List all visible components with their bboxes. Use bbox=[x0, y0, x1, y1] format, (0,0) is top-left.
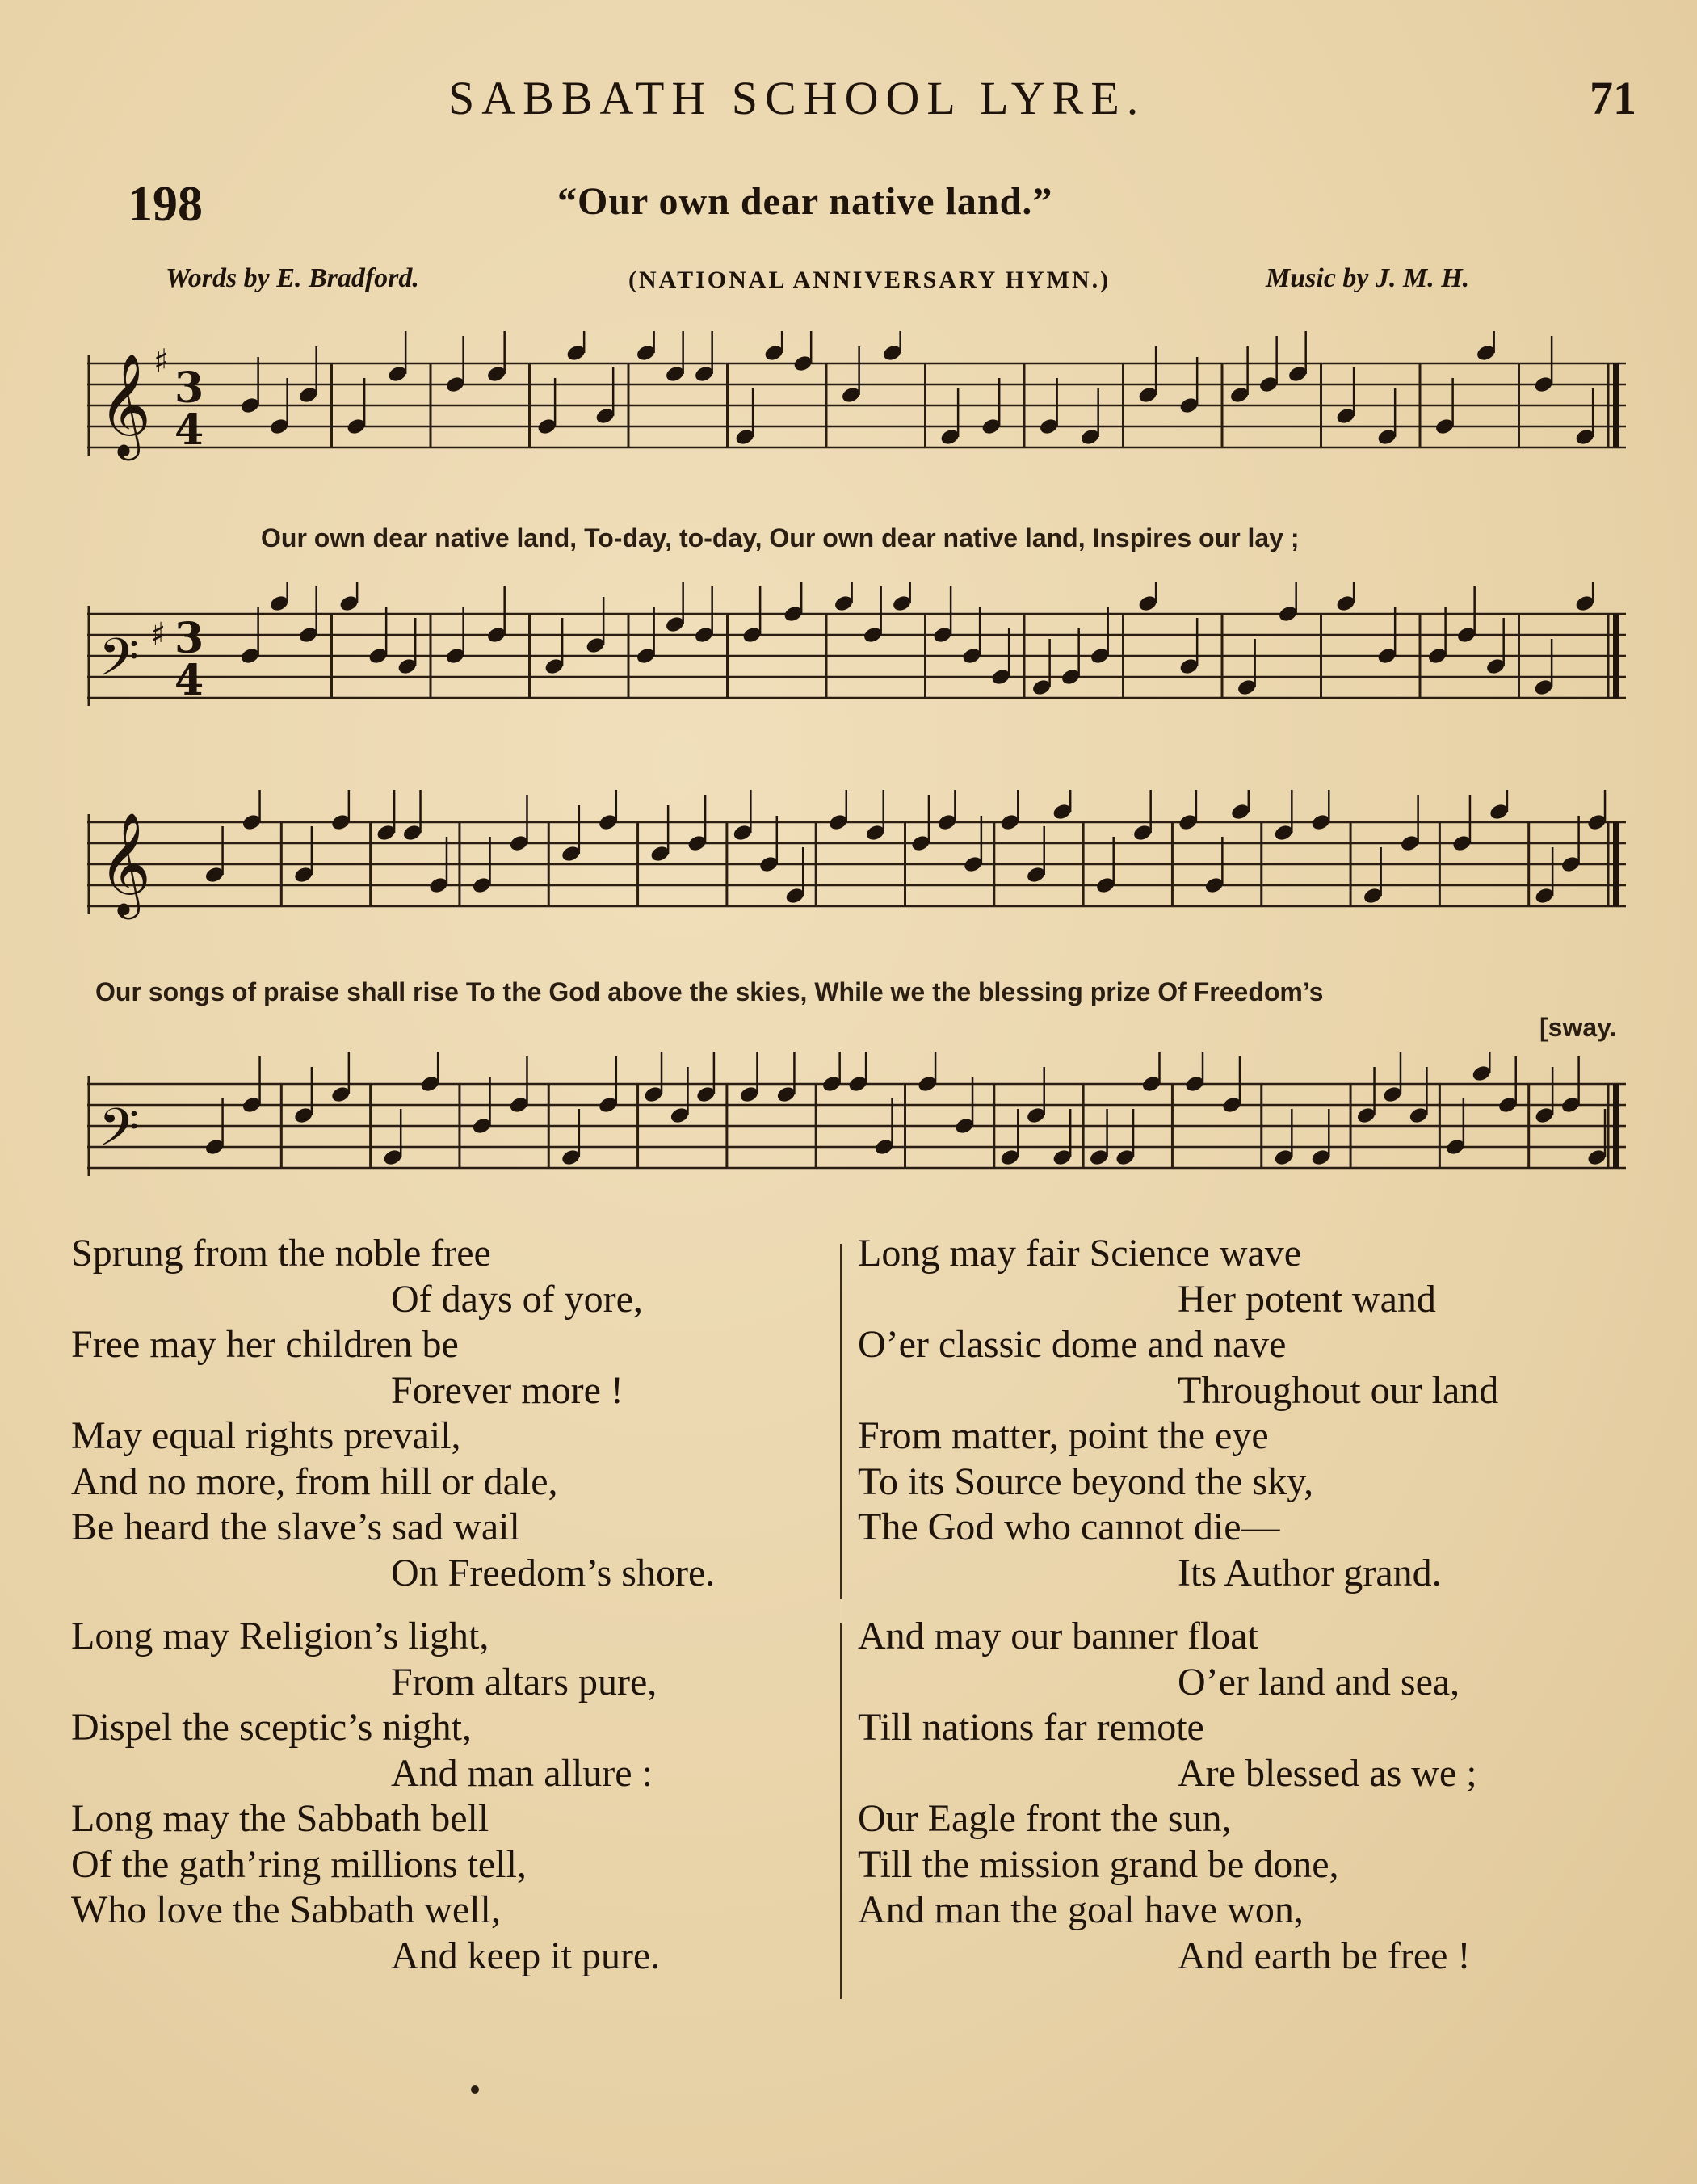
stanza bbox=[858, 1231, 1585, 1596]
treble-staff-2 bbox=[87, 790, 1634, 951]
verse-line: Long may the Sabbath bell bbox=[71, 1797, 489, 1840]
hymn-title: “Our own dear native land.” bbox=[557, 180, 1053, 223]
verse-line: Her potent wand bbox=[1178, 1277, 1436, 1321]
verse-line: Till the mission grand be done, bbox=[858, 1842, 1339, 1886]
verse-line: O’er classic dome and nave bbox=[858, 1323, 1287, 1366]
stanza bbox=[71, 1231, 798, 1596]
bass-staff-2 bbox=[87, 1052, 1634, 1213]
verse-line: Are blessed as we ; bbox=[1178, 1751, 1477, 1795]
verse-line: Sprung from the noble free bbox=[71, 1232, 491, 1275]
time-signature-bottom: 4 bbox=[174, 405, 204, 456]
treble-clef-icon: 𝄞 bbox=[99, 811, 152, 915]
bass-staff-1 bbox=[87, 582, 1634, 743]
verse-line: From altars pure, bbox=[391, 1660, 657, 1703]
occasion-label: (NATIONAL ANNIVERSARY HYMN.) bbox=[628, 267, 1111, 293]
verse-line: And earth be free ! bbox=[1178, 1934, 1471, 1977]
verse-line: Dispel the sceptic’s night, bbox=[71, 1706, 472, 1749]
hymn-number: 198 bbox=[128, 177, 203, 232]
verse-column-left bbox=[71, 1231, 798, 1979]
verse-line: Who love the Sabbath well, bbox=[71, 1888, 501, 1931]
verse-line: Free may her children be bbox=[71, 1323, 459, 1366]
lyrics-line-2: Our songs of praise shall rise To the God above the skies, While we the blessing prize Of Freedom’s bbox=[95, 977, 1324, 1006]
time-signature-top: 3 bbox=[174, 614, 204, 664]
treble-staff-1 bbox=[87, 331, 1634, 493]
verse-line: O’er land and sea, bbox=[1178, 1660, 1460, 1703]
verse-line: Of days of yore, bbox=[391, 1277, 643, 1321]
key-signature-sharp-icon: ♯ bbox=[153, 342, 170, 380]
bass-clef-icon: 𝄢 bbox=[99, 628, 140, 701]
lyrics-line-1: Our own dear native land, To-day, to-day, Our own dear native land, Inspires our lay ; bbox=[261, 523, 1300, 552]
lyrics-line-2-continuation: [sway. bbox=[1539, 1013, 1617, 1042]
verses bbox=[0, 1228, 1697, 1995]
verse-line: And no more, from hill or dale, bbox=[71, 1460, 558, 1503]
verse-line: Long may fair Science wave bbox=[858, 1232, 1302, 1275]
stanza bbox=[71, 1614, 798, 1979]
running-head bbox=[0, 71, 1697, 136]
verse-line: And may our banner float bbox=[858, 1615, 1258, 1657]
verse-line: And man the goal have won, bbox=[858, 1888, 1304, 1931]
verse-line: Its Author grand. bbox=[1178, 1551, 1442, 1594]
words-credit: Words by E. Bradford. bbox=[166, 263, 419, 293]
time-signature-bottom: 4 bbox=[174, 656, 204, 706]
column-divider-gap bbox=[840, 1599, 842, 1623]
verse-line: On Freedom’s shore. bbox=[391, 1551, 716, 1594]
page-number: 71 bbox=[1590, 72, 1636, 124]
verse-line: To its Source beyond the sky, bbox=[858, 1460, 1314, 1503]
verse-line: Throughout our land bbox=[1178, 1368, 1499, 1412]
verse-line: Long may Religion’s light, bbox=[71, 1615, 489, 1657]
verse-line: Till nations far remote bbox=[858, 1706, 1204, 1749]
stanza bbox=[858, 1614, 1585, 1979]
hymn-credits bbox=[0, 263, 1697, 304]
verse-line: Be heard the slave’s sad wail bbox=[71, 1506, 520, 1548]
verse-line: And man allure : bbox=[391, 1751, 653, 1795]
verse-line: May equal rights prevail, bbox=[71, 1414, 461, 1457]
music-system-2 bbox=[87, 782, 1634, 1202]
key-signature-sharp-icon: ♯ bbox=[150, 616, 166, 653]
verse-line: Forever more ! bbox=[391, 1368, 624, 1412]
music-credit: Music by J. M. H. bbox=[1266, 263, 1470, 293]
verse-line: From matter, point the eye bbox=[858, 1414, 1269, 1457]
verse-column-right bbox=[858, 1231, 1585, 1979]
bass-clef-icon: 𝄢 bbox=[99, 1098, 140, 1171]
verse-line: The God who cannot die— bbox=[858, 1506, 1280, 1548]
verse-line: Our Eagle front the sun, bbox=[858, 1797, 1232, 1840]
time-signature-top: 3 bbox=[174, 363, 204, 414]
verse-line: And keep it pure. bbox=[391, 1934, 661, 1977]
verse-line: Of the gath’ring millions tell, bbox=[71, 1842, 527, 1886]
running-title: SABBATH SCHOOL LYRE. bbox=[448, 72, 1146, 124]
treble-clef-icon: 𝄞 bbox=[99, 352, 152, 456]
music-system-1 bbox=[87, 323, 1634, 727]
ink-dot bbox=[471, 2085, 479, 2094]
